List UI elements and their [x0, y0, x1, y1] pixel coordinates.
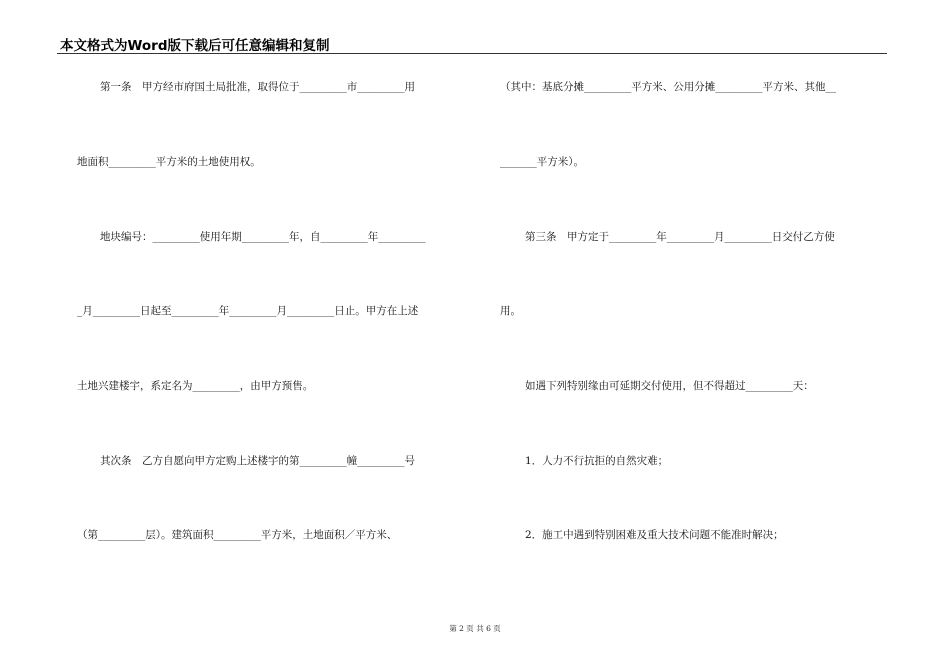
left-line-6: 其次条 乙方自愿向甲方定购上述楼宇的第_________幢_________号 [100, 455, 415, 467]
header-divider [57, 53, 887, 54]
left-line-3: 地块编号：_________使用年期_________年，自_________年_________ [100, 231, 426, 243]
right-line-3: 第三条 甲方定于_________年_________月_________日交付乙方使 [525, 231, 835, 243]
left-line-7: （第_________层）。建筑面积_________平方米，土地面积／平方米、 [77, 529, 398, 541]
left-line-4: _月_________日起至_________年_________月_________日止。甲方在上述 [77, 305, 419, 317]
right-line-7: 2．施工中遇到特别困难及重大技术问题不能准时解决； [525, 529, 784, 541]
right-line-5: 如遇下列特别缘由可延期交付使用，但不得超过_________天： [525, 380, 814, 392]
right-line-2: _______平方米）。 [500, 156, 584, 168]
right-line-6: 1．人力不行抗拒的自然灾难； [525, 455, 669, 467]
left-line-2: 地面积_________平方米的土地使用权。 [77, 156, 261, 168]
right-line-4: 用。 [500, 305, 521, 317]
left-line-1: 第一条 甲方经市府国土局批准，取得位于_________市_________用 [100, 81, 415, 93]
document-header-title: 本文格式为Word版下载后可任意编辑和复制 [60, 38, 330, 54]
right-line-1: （其中：基底分摊_________平方米、公用分摊_________平方米、其他__ [500, 81, 836, 93]
page-number-footer: 第 2 页 共 6 页 [449, 624, 501, 633]
left-line-5: 土地兴建楼宇，系定名为_________，由甲方预售。 [77, 380, 314, 392]
